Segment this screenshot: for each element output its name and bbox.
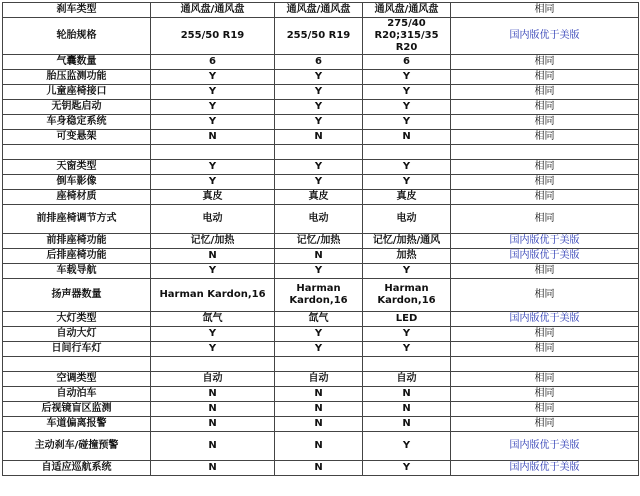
value-cell-version-2: Y — [275, 100, 363, 115]
value-cell-version-1: Y — [151, 70, 275, 85]
feature-cell: 前排座椅调节方式 — [3, 205, 151, 234]
table-row — [3, 160, 639, 175]
comparison-table-body — [3, 3, 639, 476]
feature-cell: 刹车类型 — [3, 3, 151, 18]
value-cell-version-2: 通风盘/通风盘 — [275, 3, 363, 18]
value-cell-version-3: N — [363, 387, 451, 402]
table-row — [3, 312, 639, 327]
comparison-note-cell: 相同 — [451, 85, 639, 100]
value-cell-version-3: Harman Kardon,16 — [363, 279, 451, 312]
feature-cell: 主动刹车/碰撞预警 — [3, 432, 151, 461]
comparison-note-cell: 相同 — [451, 264, 639, 279]
table-row — [3, 432, 639, 461]
feature-cell: 车身稳定系统 — [3, 115, 151, 130]
value-cell-version-3: Y — [363, 100, 451, 115]
table-row — [3, 190, 639, 205]
comparison-note-cell: 国内版优于美版 — [451, 312, 639, 327]
value-cell-version-3: N — [363, 130, 451, 145]
value-cell-version-3: 真皮 — [363, 190, 451, 205]
value-cell-version-1: Y — [151, 175, 275, 190]
feature-cell: 车载导航 — [3, 264, 151, 279]
value-cell-version-1: 6 — [151, 55, 275, 70]
table-row — [3, 85, 639, 100]
section-spacer — [3, 145, 639, 160]
value-cell-version-1: N — [151, 402, 275, 417]
value-cell-version-3: Y — [363, 160, 451, 175]
value-cell-version-3: 加热 — [363, 249, 451, 264]
table-row — [3, 18, 639, 55]
value-cell-version-3: Y — [363, 327, 451, 342]
value-cell-version-3: Y — [363, 175, 451, 190]
table-row — [3, 130, 639, 145]
value-cell-version-3: Y — [363, 342, 451, 357]
value-cell-version-2: 255/50 R19 — [275, 18, 363, 55]
value-cell-version-3: 自动 — [363, 372, 451, 387]
value-cell-version-3: LED — [363, 312, 451, 327]
comparison-note-cell: 相同 — [451, 387, 639, 402]
empty-cell — [151, 357, 275, 372]
value-cell-version-3: Y — [363, 115, 451, 130]
feature-cell: 无钥匙启动 — [3, 100, 151, 115]
feature-cell: 自动泊车 — [3, 387, 151, 402]
value-cell-version-3: N — [363, 417, 451, 432]
feature-cell: 气囊数量 — [3, 55, 151, 70]
comparison-note-cell: 国内版优于美版 — [451, 461, 639, 476]
value-cell-version-3: 通风盘/通风盘 — [363, 3, 451, 18]
table-row — [3, 342, 639, 357]
value-cell-version-3: 6 — [363, 55, 451, 70]
value-cell-version-2: Harman Kardon,16 — [275, 279, 363, 312]
value-cell-version-1: Y — [151, 327, 275, 342]
empty-cell — [3, 145, 151, 160]
empty-cell — [3, 357, 151, 372]
value-cell-version-3: Y — [363, 461, 451, 476]
value-cell-version-2: Y — [275, 175, 363, 190]
table-row — [3, 205, 639, 234]
value-cell-version-2: N — [275, 249, 363, 264]
comparison-note-cell: 相同 — [451, 130, 639, 145]
empty-cell — [451, 357, 639, 372]
value-cell-version-1: N — [151, 461, 275, 476]
value-cell-version-1: Y — [151, 100, 275, 115]
value-cell-version-2: 电动 — [275, 205, 363, 234]
feature-cell: 后排座椅功能 — [3, 249, 151, 264]
value-cell-version-1: N — [151, 249, 275, 264]
comparison-note-cell: 国内版优于美版 — [451, 234, 639, 249]
value-cell-version-1: 电动 — [151, 205, 275, 234]
feature-cell: 倒车影像 — [3, 175, 151, 190]
empty-cell — [363, 357, 451, 372]
comparison-note-cell: 相同 — [451, 190, 639, 205]
feature-cell: 胎压监测功能 — [3, 70, 151, 85]
value-cell-version-3: N — [363, 402, 451, 417]
comparison-note-cell: 相同 — [451, 55, 639, 70]
feature-cell: 前排座椅功能 — [3, 234, 151, 249]
feature-cell: 自动大灯 — [3, 327, 151, 342]
value-cell-version-1: Y — [151, 160, 275, 175]
comparison-table — [2, 2, 639, 476]
table-row — [3, 279, 639, 312]
value-cell-version-3: Y — [363, 264, 451, 279]
feature-cell: 儿童座椅接口 — [3, 85, 151, 100]
value-cell-version-1: 氙气 — [151, 312, 275, 327]
value-cell-version-2: Y — [275, 264, 363, 279]
value-cell-version-1: N — [151, 130, 275, 145]
feature-cell: 自适应巡航系统 — [3, 461, 151, 476]
comparison-note-cell: 相同 — [451, 402, 639, 417]
comparison-note-cell: 相同 — [451, 3, 639, 18]
value-cell-version-1: N — [151, 417, 275, 432]
value-cell-version-1: 通风盘/通风盘 — [151, 3, 275, 18]
table-row — [3, 461, 639, 476]
empty-cell — [275, 357, 363, 372]
feature-cell: 座椅材质 — [3, 190, 151, 205]
table-row — [3, 115, 639, 130]
comparison-note-cell: 相同 — [451, 100, 639, 115]
value-cell-version-3: Y — [363, 85, 451, 100]
comparison-note-cell: 国内版优于美版 — [451, 432, 639, 461]
value-cell-version-1: 自动 — [151, 372, 275, 387]
value-cell-version-2: 真皮 — [275, 190, 363, 205]
value-cell-version-2: Y — [275, 342, 363, 357]
feature-cell: 后视镜盲区监测 — [3, 402, 151, 417]
value-cell-version-2: Y — [275, 327, 363, 342]
comparison-note-cell: 相同 — [451, 372, 639, 387]
comparison-note-cell: 相同 — [451, 175, 639, 190]
comparison-note-cell: 相同 — [451, 70, 639, 85]
value-cell-version-3: 275/40 R20;315/35 R20 — [363, 18, 451, 55]
table-row — [3, 417, 639, 432]
value-cell-version-1: 255/50 R19 — [151, 18, 275, 55]
table-row — [3, 100, 639, 115]
value-cell-version-1: 记忆/加热 — [151, 234, 275, 249]
value-cell-version-1: Harman Kardon,16 — [151, 279, 275, 312]
value-cell-version-3: Y — [363, 70, 451, 85]
value-cell-version-2: N — [275, 387, 363, 402]
value-cell-version-2: N — [275, 130, 363, 145]
value-cell-version-1: Y — [151, 264, 275, 279]
table-row — [3, 175, 639, 190]
value-cell-version-2: N — [275, 432, 363, 461]
value-cell-version-2: N — [275, 402, 363, 417]
empty-cell — [275, 145, 363, 160]
value-cell-version-2: Y — [275, 160, 363, 175]
value-cell-version-2: Y — [275, 115, 363, 130]
feature-cell: 日间行车灯 — [3, 342, 151, 357]
value-cell-version-2: 自动 — [275, 372, 363, 387]
table-row — [3, 234, 639, 249]
empty-cell — [363, 145, 451, 160]
comparison-note-cell: 相同 — [451, 342, 639, 357]
value-cell-version-3: 电动 — [363, 205, 451, 234]
feature-cell: 大灯类型 — [3, 312, 151, 327]
comparison-note-cell: 国内版优于美版 — [451, 249, 639, 264]
value-cell-version-2: Y — [275, 85, 363, 100]
value-cell-version-1: 真皮 — [151, 190, 275, 205]
value-cell-version-1: N — [151, 387, 275, 402]
comparison-note-cell: 国内版优于美版 — [451, 18, 639, 55]
value-cell-version-1: N — [151, 432, 275, 461]
table-row — [3, 70, 639, 85]
table-row — [3, 55, 639, 70]
value-cell-version-1: Y — [151, 342, 275, 357]
comparison-note-cell: 相同 — [451, 205, 639, 234]
comparison-note-cell: 相同 — [451, 279, 639, 312]
value-cell-version-2: Y — [275, 70, 363, 85]
value-cell-version-2: N — [275, 417, 363, 432]
feature-cell: 天窗类型 — [3, 160, 151, 175]
table-row — [3, 372, 639, 387]
value-cell-version-1: Y — [151, 115, 275, 130]
feature-cell: 车道偏离报警 — [3, 417, 151, 432]
value-cell-version-1: Y — [151, 85, 275, 100]
comparison-note-cell: 相同 — [451, 160, 639, 175]
table-row — [3, 327, 639, 342]
table-row — [3, 3, 639, 18]
empty-cell — [451, 145, 639, 160]
value-cell-version-2: 6 — [275, 55, 363, 70]
value-cell-version-2: N — [275, 461, 363, 476]
section-spacer — [3, 357, 639, 372]
table-row — [3, 249, 639, 264]
comparison-note-cell: 相同 — [451, 115, 639, 130]
comparison-note-cell: 相同 — [451, 417, 639, 432]
value-cell-version-2: 氙气 — [275, 312, 363, 327]
table-row — [3, 387, 639, 402]
feature-cell: 轮胎规格 — [3, 18, 151, 55]
empty-cell — [151, 145, 275, 160]
value-cell-version-3: Y — [363, 432, 451, 461]
feature-cell: 空调类型 — [3, 372, 151, 387]
feature-cell: 扬声器数量 — [3, 279, 151, 312]
comparison-note-cell: 相同 — [451, 327, 639, 342]
table-row — [3, 264, 639, 279]
feature-cell: 可变悬架 — [3, 130, 151, 145]
value-cell-version-3: 记忆/加热/通风 — [363, 234, 451, 249]
table-row — [3, 402, 639, 417]
value-cell-version-2: 记忆/加热 — [275, 234, 363, 249]
